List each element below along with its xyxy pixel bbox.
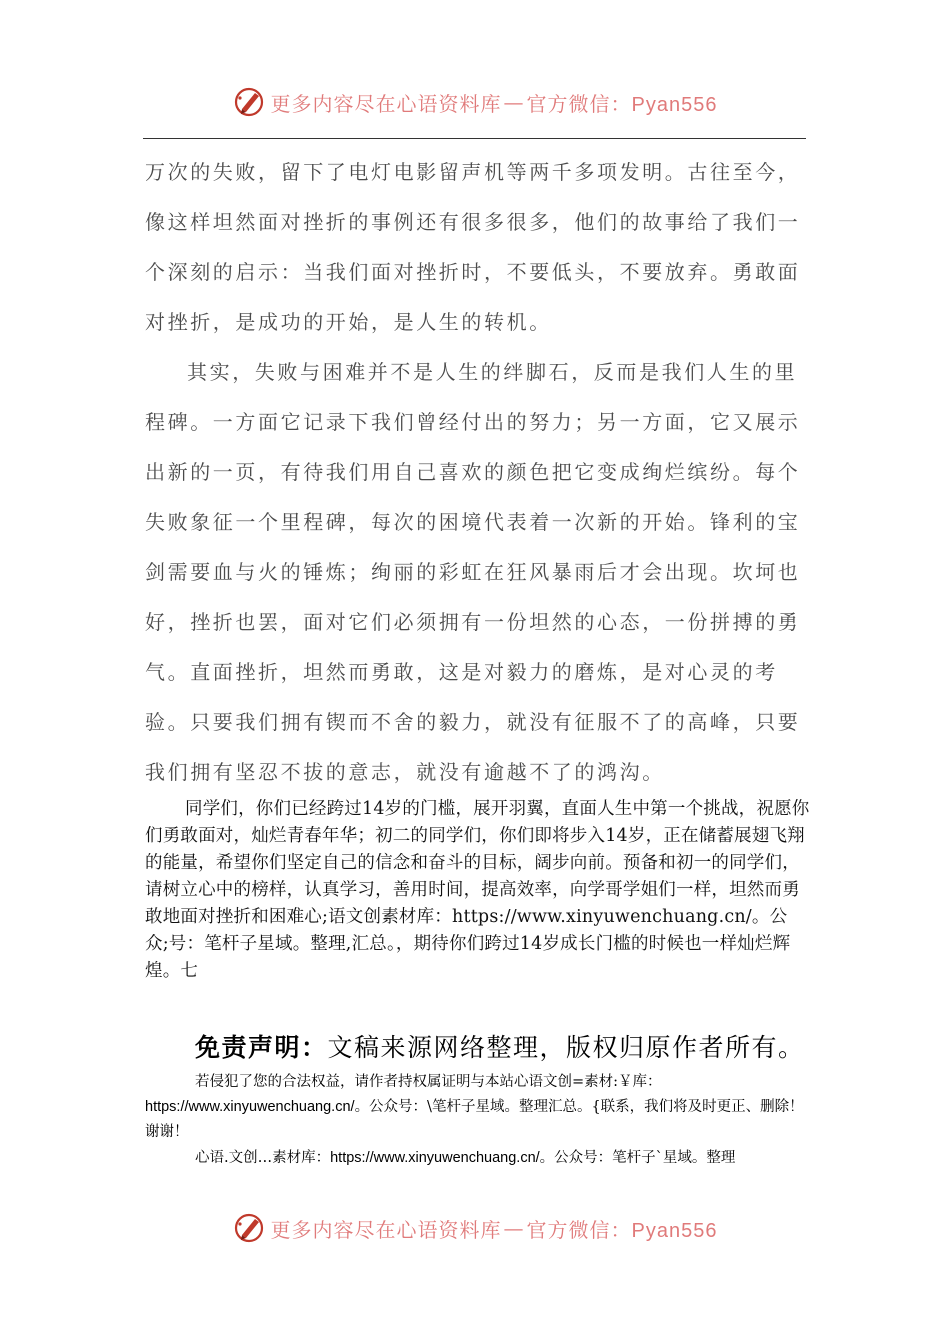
body-paragraph-1-block xyxy=(145,147,810,347)
body-paragraph-1: 万次的失败，留下了电灯电影留声机等两千多项发明。古往至今，像这样坦然面对挫折的事例还有很多很多，他们的故事给了我们一个深刻的启示：当我们面对挫折时，不要低头，不要放弃。勇敢面对挫折，是成功的开始，是人生的转机。 xyxy=(145,160,801,334)
footer-banner-separator: — xyxy=(503,1216,525,1240)
body-paragraph-2: 其实，失败与困难并不是人生的绊脚石，反而是我们人生的里程碑。一方面它记录下我们曾经付出的努力；另一方面，它又展示出新的一页，有待我们用自己喜欢的颜色把它变成绚烂缤纷。每个失败象征一个里程碑，每次的困境代表着一次新的开始。锋利的宝剑需要血与火的锤炼；绚丽的彩虹在狂风暴雨后才会出现。坎坷也好，挫折也罢，面对它们必须拥有一份坦然的心态，一份拼搏的勇气。直面挫折，坦然而勇敢，这是对毅力的磨炼，是对心灵的考验。只要我们拥有锲而不舍的毅力，就没有征服不了的高峰，只要我们拥有坚忍不拔的意志，就没有逾越不了的鸿沟。 xyxy=(145,360,801,784)
disclaimer-line1-prefix: 若侵犯了您的合法权益，请作者持权属证明与本站心语文创=素材:￥库： xyxy=(195,1074,662,1090)
footer-banner-wechat: 官方微信：Pyan556 xyxy=(526,1219,718,1242)
header-banner xyxy=(0,82,950,122)
header-banner-wechat: 官方微信：Pyan556 xyxy=(526,93,718,116)
body-paragraph-2-block xyxy=(145,347,810,797)
disclaimer-title xyxy=(195,1028,805,1064)
header-rule xyxy=(143,138,806,139)
disclaimer-line2-link[interactable]: https://www.xinyuwenchuang.cn/ xyxy=(330,1150,540,1166)
disclaimer-heading-text: 文稿来源网络整理，版权归原作者所有。 xyxy=(327,1033,805,1062)
header-banner-text: 更多内容尽在心语资料库 xyxy=(270,91,502,116)
disclaimer-line2-prefix: 心语.文创…素材库： xyxy=(195,1150,331,1166)
disclaimer-label: 免责声明： xyxy=(195,1033,328,1062)
disclaimer-line2-suffix: 。公众号：笔杆子`星域。整理 xyxy=(539,1150,736,1166)
header-banner-separator: — xyxy=(503,90,525,114)
disclaimer-body xyxy=(145,1070,810,1145)
disclaimer-line1-link[interactable]: https://www.xinyuwenchuang.cn/ xyxy=(145,1099,355,1115)
footer-banner-text: 更多内容尽在心语资料库 xyxy=(270,1217,502,1242)
body-paragraph-3: 同学们，你们已经跨过14岁的门槛，展开羽翼，直面人生中第一个挑战，祝愿你们勇敢面对，灿烂青春年华；初二的同学们，你们即将步入14岁，正在储蓄展翅飞翔的能量，希望你们坚定自己的信念和奋斗的目标，阔步向前。预备和初一的同学们，请树立心中的榜样，认真学习，善用时间，提高效率，向学哥学姐们一样，坦然而勇敢地面对挫折和困难心;语文创素材库：https://www.xinyuwenchuang.cn/。公众;号：笔杆子星域。整理,汇总。，期待你们跨过14岁成长门槛的时候也一样灿烂辉煌。七 xyxy=(145,799,810,981)
disclaimer-source-line xyxy=(145,1146,810,1171)
pen-logo-icon xyxy=(233,85,267,119)
disclaimer-line1-suffix: 。公众号：\笔杆子星域。整理汇总。{联系，我们将及时更正、删除！谢谢！ xyxy=(145,1099,804,1140)
pen-logo-icon xyxy=(233,1211,267,1245)
footer-banner xyxy=(0,1208,950,1248)
